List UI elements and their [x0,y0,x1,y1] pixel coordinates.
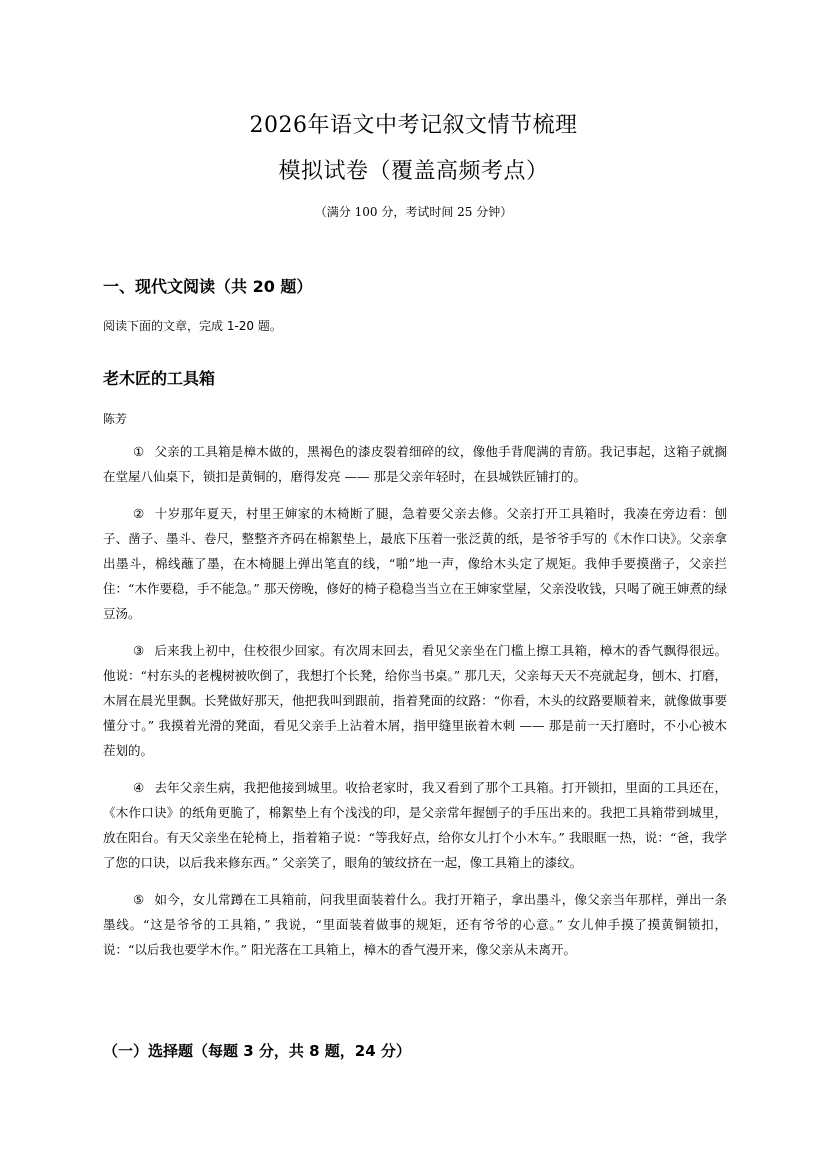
choice-section-heading: （一）选择题（每题 3 分，共 8 题，24 分） [103,1042,411,1060]
paragraph-number: ① [133,444,145,459]
paragraph-number: ⑤ [133,892,145,907]
article-title: 老木匠的工具箱 [103,369,216,388]
article-body [103,439,727,974]
exam-title-line1: 2026年语文中考记叙文情节梳理 [249,113,578,138]
article-paragraph [103,775,727,875]
paragraph-text: 后来我上初中，住校很少回家。有次周末回去，看见父亲坐在门槛上擦工具箱，樟木的香气飘得很远。他说：“村东头的老槐树被吹倒了，我想打个长凳，给你当书桌。” 那几天，父亲每天天不亮就起身，刨木、打磨，木屑在晨光里飘。长凳做好那天，他把我叫到跟前，指着凳面的纹路：“你看，木头的纹路要顺着来，就像做事要懂分寸。” 我摸着光滑的凳面，看见父亲手上沾着木屑，指甲缝里嵌着木刺 —— 那是前一天打磨时，不小心被木茬划的。 [103,643,727,758]
paragraph-number: ④ [133,780,145,795]
paragraph-number: ③ [133,643,145,658]
article-author: 陈芳 [103,412,128,426]
paragraph-text: 去年父亲生病，我把他接到城里。收拾老家时，我又看到了那个工具箱。打开锁扣，里面的工具还在，《木作口诀》的纸角更脆了，棉絮垫上有个浅浅的印，是父亲常年握刨子的手压出来的。我把工具箱带到城里，放在阳台。有天父亲坐在轮椅上，指着箱子说：“等我好点，给你女儿打个小木车。” 我眼眶一热，说：“爸，我学了您的口诀，以后我来修东西。” 父亲笑了，眼角的皱纹挤在一起，像工具箱上的漆纹。 [103,780,727,870]
paragraph-number: ② [133,506,145,521]
article-paragraph [103,439,727,489]
section-heading: 一、现代文阅读（共 20 题） [103,277,313,296]
exam-subtitle: （满分 100 分，考试时间 25 分钟） [314,205,513,219]
article-paragraph [103,887,727,962]
paragraph-text: 父亲的工具箱是樟木做的，黑褐色的漆皮裂着细碎的纹，像他手背爬满的青筋。我记事起，这箱子就搁在堂屋八仙桌下，锁扣是黄铜的，磨得发亮 —— 那是父亲年轻时，在县城铁匠铺打的。 [103,444,727,484]
paragraph-text: 十岁那年夏天，村里王婶家的木椅断了腿，急着要父亲去修。父亲打开工具箱时，我凑在旁边看：刨子、凿子、墨斗、卷尺，整整齐齐码在棉絮垫上，最底下压着一张泛黄的纸，是爷爷手写的《木作口诀》。父亲拿出墨斗，棉线蘸了墨，在木椅腿上弹出笔直的线，“啪”地一声，像给木头定了规矩。我伸手要摸凿子，父亲拦住：“木作要稳，手不能急。” 那天傍晚，修好的椅子稳稳当当立在王婶家堂屋，父亲没收钱，只喝了碗王婶煮的绿豆汤。 [103,506,727,621]
article-paragraph [103,501,727,626]
section-instruction: 阅读下面的文章，完成 1-20 题。 [103,319,282,333]
exam-title-line2: 模拟试卷（覆盖高频考点） [278,159,549,184]
article-paragraph [103,638,727,763]
paragraph-text: 如今，女儿常蹲在工具箱前，问我里面装着什么。我打开箱子，拿出墨斗，像父亲当年那样，弹出一条墨线。“这是爷爷的工具箱，” 我说，“里面装着做事的规矩，还有爷爷的心意。” 女儿伸手摸了摸黄铜锁扣，说：“以后我也要学木作。” 阳光落在工具箱上，樟木的香气漫开来，像父亲从未离开。 [103,892,727,957]
